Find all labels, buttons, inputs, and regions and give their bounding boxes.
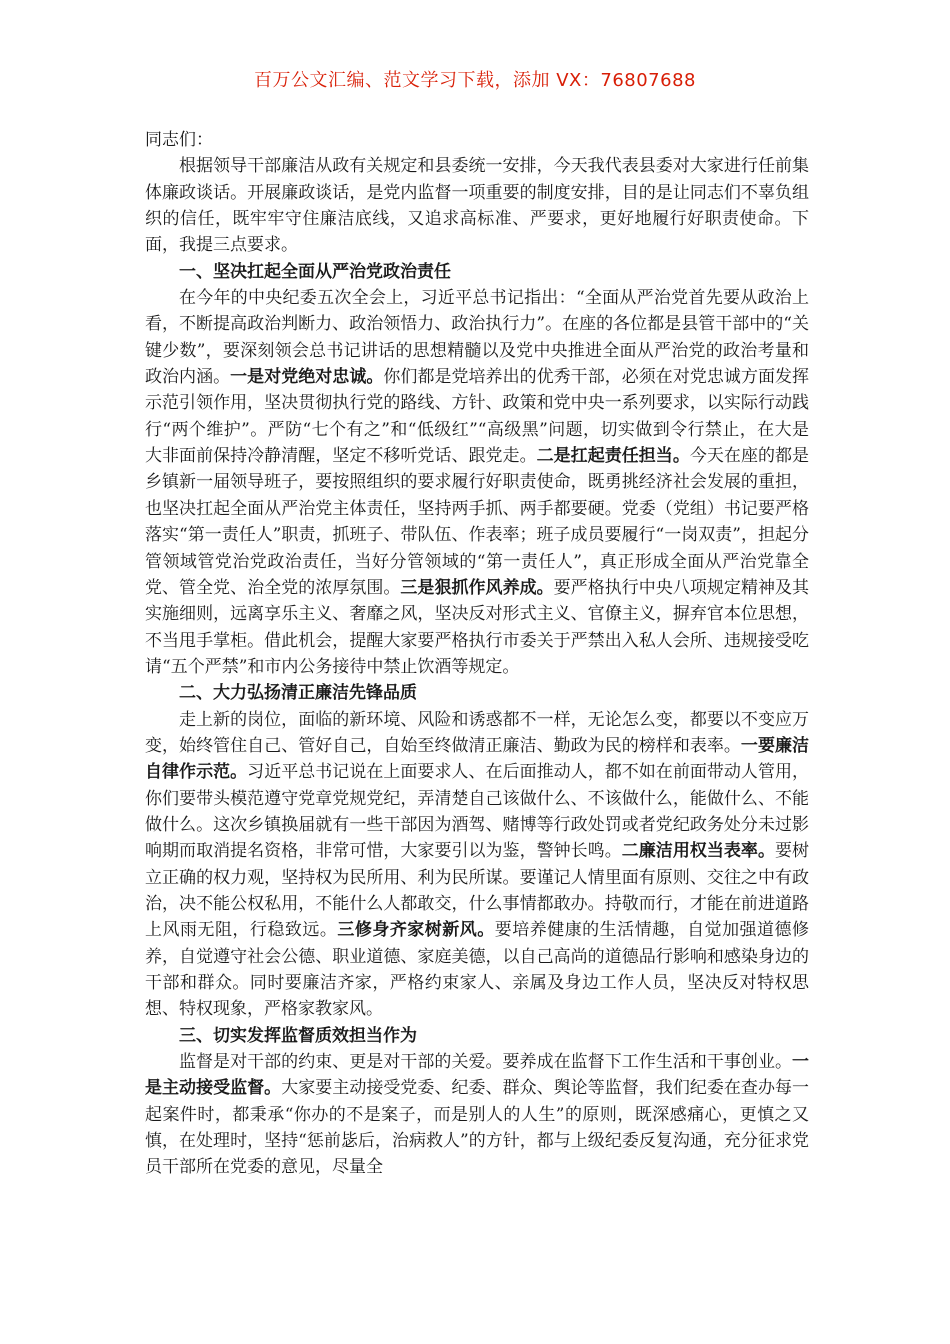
intro-paragraph: 根据领导干部廉洁从政有关规定和县委统一安排，今天我代表县委对大家进行任前集体廉政谈话。开展廉政谈话，是党内监督一项重要的制度安排，目的是让同志们不辜负组织的信任，既牢牢守住廉洁底线，又追求高标准、严要求，更好地履行好职责使命。下面，我提三点要求。	[145, 156, 809, 256]
section-1-heading: 一、坚决扛起全面从严治党政治责任	[179, 261, 451, 282]
section-1-paragraph	[145, 285, 809, 680]
salutation: 同志们：	[145, 130, 213, 150]
section-3-text-2: 大家要主动接受党委、纪委、群众、舆论等监督，我们纪委在查办每一起案件时，都秉承“你办的不是案子，而是别人的人生”的原则，既深感痛心，更慎之又慎，在处理时，坚持“惩前毖后，治病救人”的方针，都与上级纪委反复沟通，充分征求党员干部所在党委的意见，尽量全	[145, 1078, 810, 1178]
section-3-point-1: 一是主动接受监督。	[145, 1052, 809, 1099]
section-3-text-1: 监督是对干部的约束、更是对干部的关爱。要养成在监督下工作生活和干事创业。	[179, 1052, 792, 1073]
section-2-point-2: 二廉洁用权当表率。	[621, 841, 775, 862]
section-1-point-3: 三是狠抓作风养成。	[400, 577, 554, 598]
section-2-text-4: 要培养健康的生活情趣，自觉加强道德修养，自觉遵守社会公德、职业道德、家庭美德，以自己高尚的道德品行影响和感染身边的干部和群众。同时要廉洁齐家，严格约束家人、亲属及身边工作人员，坚决反对特权思想、特权现象，严格家教家风。	[145, 920, 810, 1020]
section-1-point-2: 二是扛起责任担当。	[536, 446, 690, 467]
section-2-paragraph	[145, 707, 809, 1023]
watermark-header: 百万公文汇编、范文学习下载，添加 VX：76807688	[254, 70, 696, 91]
section-3-heading: 三、切实发挥监督质效担当作为	[179, 1025, 417, 1046]
section-1-text-4: 要严格执行中央八项规定精神及其实施细则，远离享乐主义、奢靡之风，坚决反对形式主义、官僚主义，摒弃官本位思想，不当甩手掌柜。借此机会，提醒大家要严格执行市委关于严禁出入私人会所、违规接受吃请“五个严禁”和市内公务接待中禁止饮酒等规定。	[145, 577, 810, 677]
section-2-text-1: 走上新的岗位，面临的新环境、风险和诱惑都不一样，无论怎么变，都要以不变应万变，始终管住自己、管好自己，自始至终做清正廉洁、勤政为民的榜样和表率。	[145, 709, 809, 756]
section-1-text-2: 你们都是党培养出的优秀干部，必须在对党忠诚方面发挥示范引领作用，坚决贯彻执行党的路线、方针、政策和党中央一系列要求，以实际行动践行“两个维护”。严防“七个有之”和“低级红”“高级黑”问题，切实做到令行禁止，在大是大非面前保持冷静清醒，坚定不移听党话、跟党走。	[145, 367, 810, 467]
section-2-text-2: 习近平总书记说在上面要求人、在后面推动人，都不如在前面带动人管用，你们要带头模范遵守党章党规党纪，弄清楚自己该做什么、不该做什么，能做什么、不能做什么。这次乡镇换届就有一些干部因为酒驾、赌博等行政处罚或者党纪政务处分未过影响期而取消提名资格，非常可惜，大家要引以为鉴，警钟长鸣。	[145, 762, 810, 862]
section-1-text-1: 在今年的中央纪委五次全会上，习近平总书记指出：“全面从严治党首先要从政治上看，不断提高政治判断力、政治领悟力、政治执行力”。在座的各位都是县管干部中的“关键少数”，要深刻领会总书记讲话的思想精髓以及党中央推进全面从严治党的政治考量和政治内涵。	[145, 288, 809, 388]
section-2-point-3: 三修身齐家树新风。	[337, 920, 495, 941]
section-3-paragraph	[145, 1049, 809, 1181]
section-1-point-1: 一是对党绝对忠诚。	[230, 367, 384, 388]
section-2-heading: 二、大力弘扬清正廉洁先锋品质	[179, 683, 417, 704]
section-2-point-1: 一要廉洁自律作示范。	[145, 735, 810, 783]
document-body	[145, 127, 809, 1181]
section-1-text-3: 今天在座的都是乡镇新一届领导班子，要按照组织的要求履行好职责使命，既勇挑经济社会发展的重担，也坚决扛起全面从严治党主体责任，坚持两手抓、两手都要硬。党委（党组）书记要严格落实“第一责任人”职责，抓班子、带队伍、作表率；班子成员要履行“一岗双责”，担起分管领域管党治党政治责任，当好分管领域的“第一责任人”，真正形成全面从严治党靠全党、管全党、治全党的浓厚氛围。	[145, 446, 810, 598]
section-2-text-3: 要树立正确的权力观，坚持权为民所用、利为民所谋。要谨记人情里面有原则、交往之中有政治，决不能公权私用，不能什么人都敢交，什么事情都敢办。持敬而行，才能在前进道路上风雨无阻，行稳致远。	[145, 841, 810, 941]
